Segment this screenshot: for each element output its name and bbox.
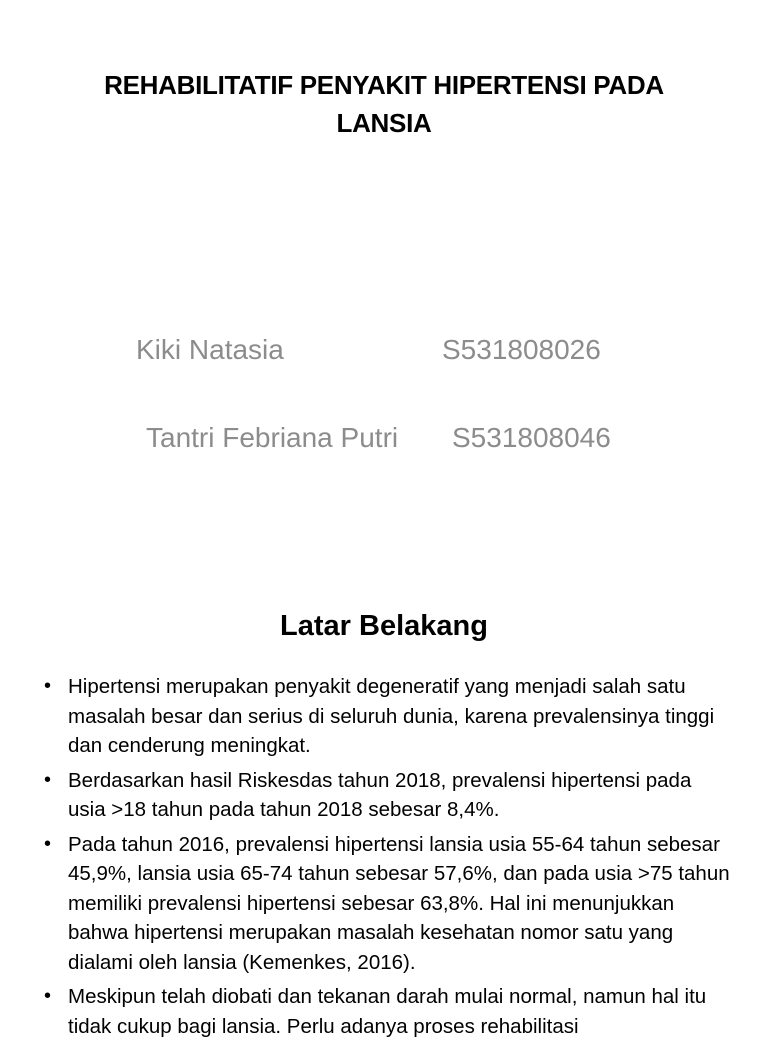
author-student-id: S531808046 [452,422,611,453]
bullet-icon: • [44,675,52,697]
bullet-item [42,672,732,761]
bullet-item [42,830,732,978]
bullet-text: Pada tahun 2016, prevalensi hipertensi lansia usia 55-64 tahun sebesar 45,9%, lansia usia 65-74 tahun sebesar 57,6%, dan pada usia >75 tahun memiliki prevalensi hipertensi sebesar 63,8%. Hal ini menunjukkan bahwa hipertensi merupakan masalah kesehatan nomor satu yang dialami oleh lansia (Kemenkes, 2016). [68,832,730,974]
bullet-item [42,766,732,825]
bullet-text: Hipertensi merupakan penyakit degeneratif yang menjadi salah satu masalah besar dan serius di seluruh dunia, karena prevalensinya tinggi dan cenderung meningkat. [68,675,715,757]
author-name: Tantri Febriana Putri [146,422,399,453]
author-row [0,334,768,374]
slide-title: REHABILITATIF PENYAKIT HIPERTENSI PADA LANSIA [104,70,664,138]
bullet-icon: • [44,832,52,855]
author-name: Kiki Natasia [136,334,284,365]
author-student-id: S531808026 [442,334,601,365]
bullet-list [42,672,732,1046]
bullet-icon: • [44,768,52,791]
bullet-text: Meskipun telah diobati dan tekanan darah mulai normal, namun hal itu tidak cukup bagi lansia. Perlu adanya proses rehabilitasi [68,985,707,1038]
bullet-item [42,982,732,1041]
content-slide [0,576,768,1038]
bullet-icon: • [44,985,52,1007]
bullet-text: Berdasarkan hasil Riskesdas tahun 2018, prevalensi hipertensi pada usia >18 tahun pada tahun 2018 sebesar 8,4%. [68,768,692,821]
section-heading: Latar Belakang [280,610,488,642]
author-row [0,422,768,462]
